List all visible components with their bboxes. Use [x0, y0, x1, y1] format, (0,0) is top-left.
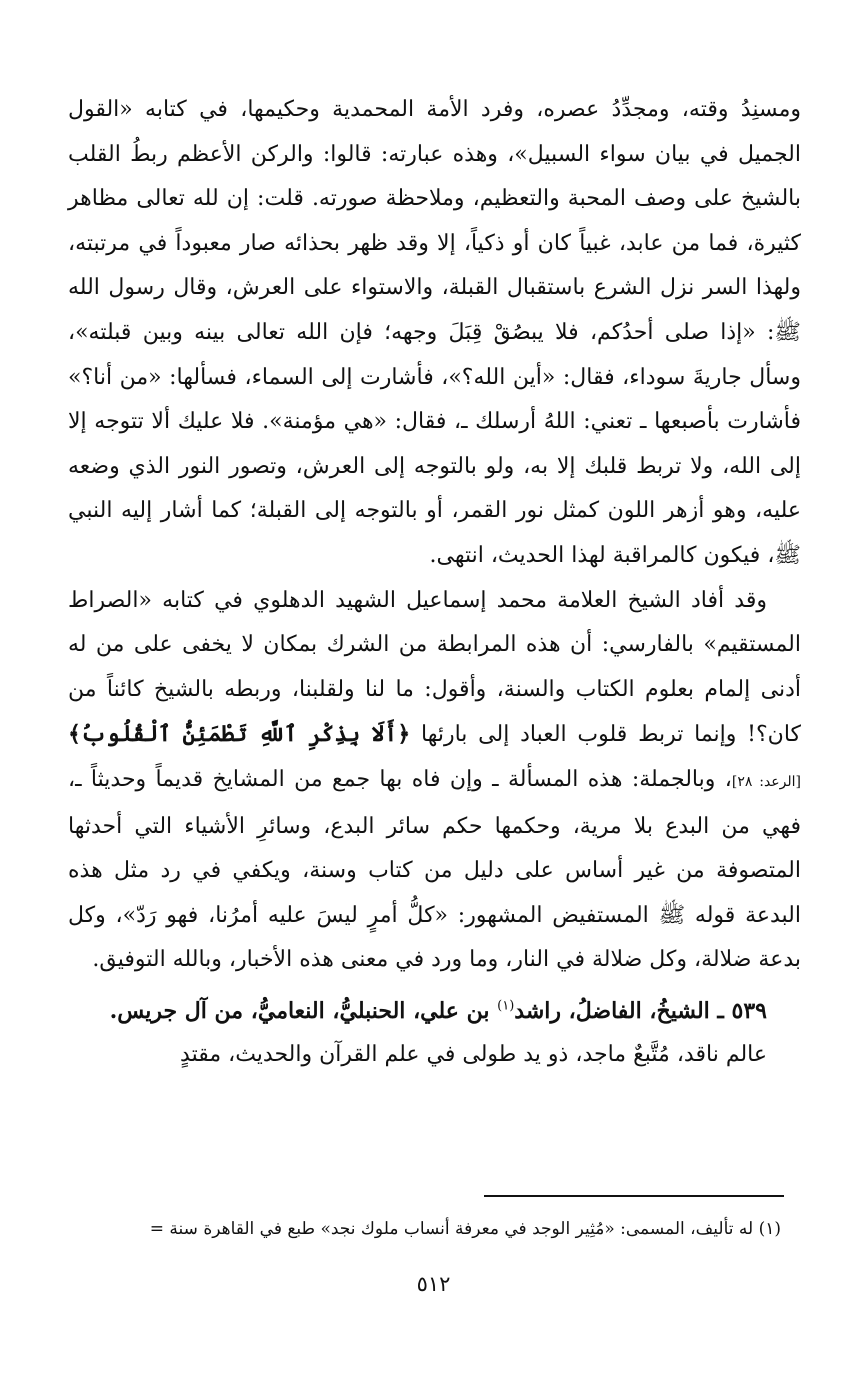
entry-heading — [68, 989, 801, 1034]
entry-heading-name: ٥٣٩ ـ الشيخُ، الفاضلُ، راشد — [514, 997, 767, 1024]
footnote: (١) له تأليف، المسمى: «مُثِير الوجد في معرفة أنساب ملوك نجد» طبع في القاهرة سنة = — [149, 1219, 781, 1239]
entry-body: عالم ناقد، مُتَّبعٌ ماجد، ذو يد طولى في علم القرآن والحديث، مقتدٍ — [180, 1042, 767, 1068]
footnote-marker[interactable]: (١) — [497, 998, 515, 1014]
paragraph-1: ومسنِدُ وقته، ومجدِّدُ عصره، وفرد الأمة المحمدية وحكيمها، في كتابه «القول الجميل في بيان سواء السبيل»، وهذه عبارته: قالوا: والركن الأعظم ربطُ القلب بالشيخ على وصف المحبة والتعظيم، وملاحظة صورته. قلت: إن لله تعالى مظاهر كثيرة، فما من عابد، غبياً كان أو ذكياً، إلا وقد ظهر بحذائه صار معبوداً في مرتبته، ولهذا السر نزل الشرع باستقبال القبلة، والاستواء على العرش، وقال رسول الله ﷺ: «إذا صلى أحدُكم، فلا يبصُقْ قِبَلَ وجهه؛ فإن الله تعالى بينه وبين قبلته»، وسأل جاريةَ سوداء، فقال: «أين الله؟»، فأشارت إلى السماء، فسألها: «من أنا؟» فأشارت بأصبعها ـ تعني: اللهُ أرسلك ـ، فقال: «هي مؤمنة». فلا عليك ألا تتوجه إلا إلى الله، ولا تربط قلبك إلا به، ولو بالتوجه إلى العرش، وتصور النور الذي وضعه عليه، وهو أزهر اللون كمثل نور القمر، أو بالتوجه إلى القبلة؛ كما أشار إليه النبي ﷺ، فيكون كالمراقبة لهذا الحديث، انتهى. — [68, 97, 801, 568]
quran-verse: ﴿أَلَا بِذِكْرِ ٱللَّهِ تَطْمَئِنُّ ٱلْقُلُوبُ﴾ — [68, 721, 411, 748]
footnote-divider — [484, 1195, 784, 1197]
paragraph-2-text: وقد أفاد الشيخ العلامة محمد إسماعيل الشهيد الدهلوي في كتابه «الصراط المستقيم» بالفارسي: أن هذه المرابطة من الشرك بمكان لا يخفى على من له أدنى إلمام بعلوم الكتاب والسنة، وأقول: ما لنا ولقلبنا، وربطه بالشيخ كائناً من كان؟! وإنما تربط قلوب العباد إلى بارئها — [68, 587, 802, 748]
paragraph-2 — [68, 579, 801, 983]
page-number: ٥١٢ — [416, 1272, 451, 1296]
verse-reference: [الرعد: ٢٨] — [731, 773, 801, 790]
main-text — [68, 88, 801, 1078]
entry-heading-lineage: بن علي، الحنبليُّ، النعاميُّ، من آل جريس. — [109, 997, 498, 1024]
paragraph-2-continuation: ، وبالجملة: هذه المسألة ـ وإن فاه بها جمع من المشايخ قديماً وحديثاً ـ، فهي من البدع بلا مرية، وحكمها حكم سائر البدع، وسائرِ الأشياء التي أحدثها المتصوفة من غير أساس على دليل من كتاب وسنة، ويكفي في رد مثل هذه البدعة قوله ﷺ المستفيض المشهور: «كلُّ أمرٍ ليسَ عليه أمرُنا، فهو رَدّ»، وكل بدعة ضلالة، وكل ضلالة في النار، وما ورد في معنى هذه الأخبار، وبالله التوفيق. — [68, 766, 801, 973]
